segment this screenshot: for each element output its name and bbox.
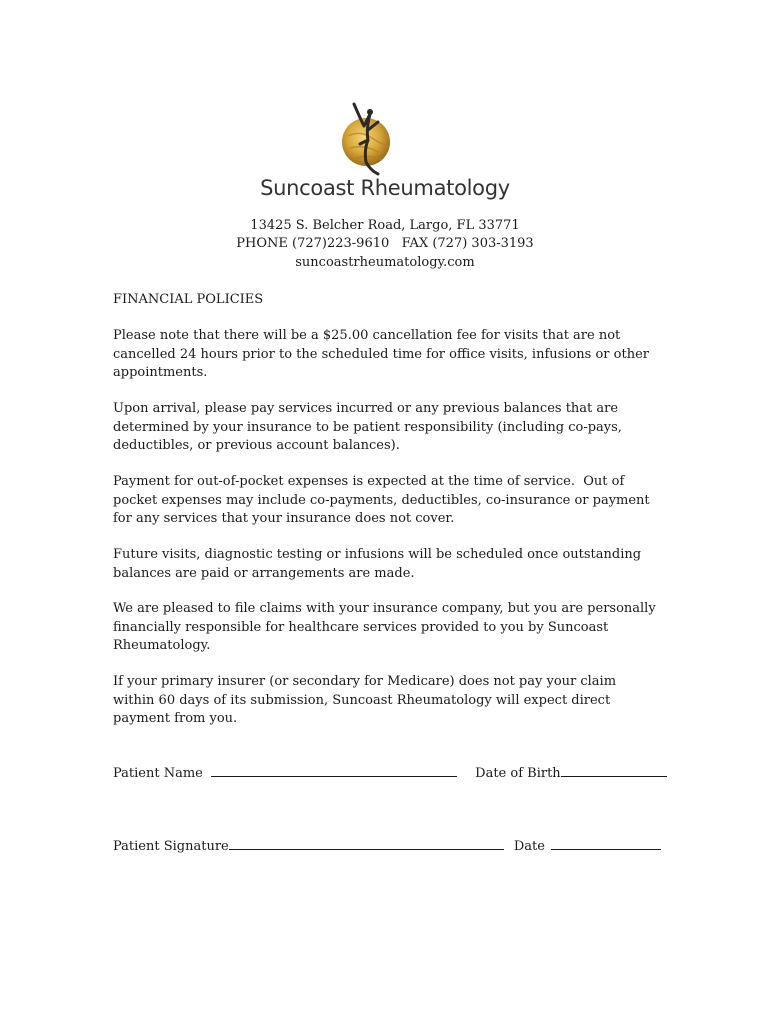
date-of-birth-field[interactable] [561,763,667,777]
paragraph-text: Future visits, diagnostic testing or infusions will be scheduled once outstanding balances are paid or arrangements are made. [113,547,642,581]
patient-name-field[interactable] [211,763,457,777]
date-field[interactable] [551,836,661,850]
rheumatology-figure-on-sun-logo [330,100,400,180]
policy-paragraph-out-of-pocket [113,473,661,529]
paragraph-text: Upon arrival, please pay services incurred or any previous balances that are determined by your insurance to be patient responsibility (including co-pays, deductibles, or previous account balances). [113,401,622,453]
brand-name: Suncoast Rheumatology [260,176,510,200]
paragraph-text: We are pleased to file claims with your insurance company, but you are personally financially responsible for healthcare services provided to you by Suncoast Rheumatology. [113,601,656,653]
phone-fax-line: PHONE (727)223-9610 FAX (727) 303-3193 [236,236,534,251]
patient-signature-field[interactable] [229,836,504,850]
patient-info-row [113,763,667,783]
policy-paragraph-insurer-payment [113,673,661,729]
paragraph-text: Please note that there will be a $25.00 cancellation fee for visits that are not cancelled 24 hours prior to the scheduled time for office visits, infusions or other appointments. [113,328,649,380]
policy-paragraph-arrival-payment [113,400,661,456]
patient-name-label: Patient Name [113,766,203,781]
policy-paragraph-claims [113,600,661,656]
document-title: FINANCIAL POLICIES [113,292,264,307]
policy-paragraph-cancellation [113,327,661,383]
paragraph-text: If your primary insurer (or secondary for Medicare) does not pay your claim within 60 days of its submission, Suncoast Rheumatology will expect direct payment from you. [113,674,617,726]
policy-paragraph-future-visits [113,546,661,583]
date-of-birth-label: Date of Birth [475,766,561,781]
logo-figure-head [367,109,373,115]
patient-signature-label: Patient Signature [113,839,229,854]
signature-row [113,836,661,856]
paragraph-text: Payment for out-of-pocket expenses is expected at the time of service. Out of pocket expenses may include co-payments, deductibles, co-insurance or payment for any services that your insurance does not cover. [113,474,654,526]
website-line: suncoastrheumatology.com [295,255,475,270]
date-label: Date [513,839,545,854]
address-line: 13425 S. Belcher Road, Largo, FL 33771 [250,218,520,233]
